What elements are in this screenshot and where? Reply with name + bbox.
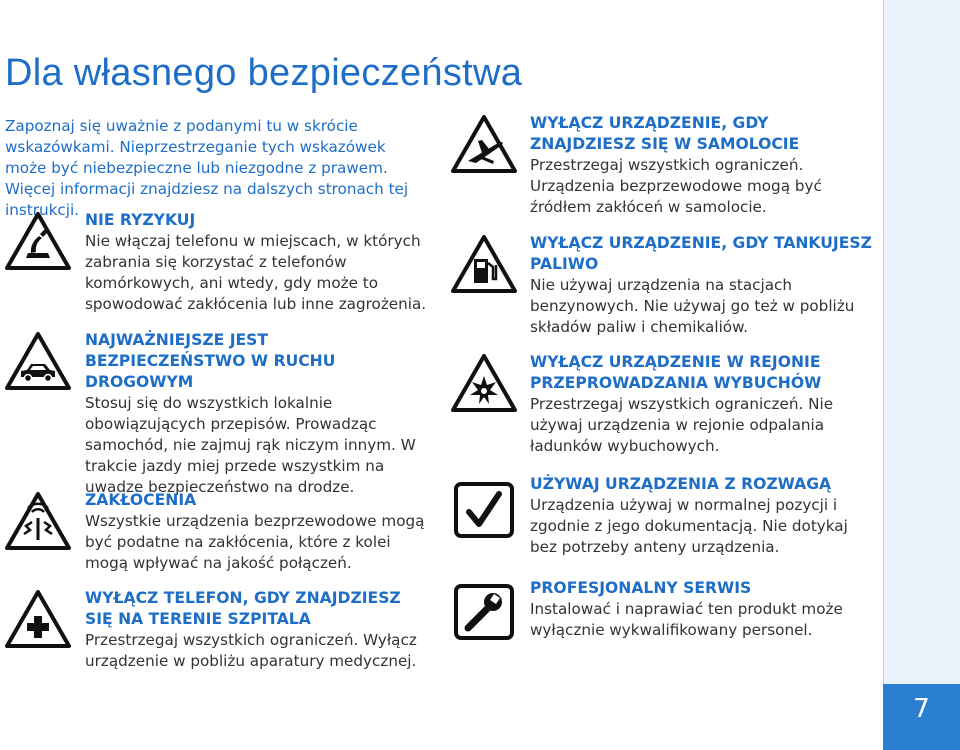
item-body: Nie używaj urządzenia na stacjach benzynowych. Nie używaj go też w pobliżu składów paliw i chemikaliów. (530, 276, 855, 336)
intro-text: Zapoznaj się uważnie z podanymi tu w skrócie wskazówkami. Nieprzestrzeganie tych wskazówek może być niebezpieczne lub niezgodne z prawem. Więcej informacji znajdziesz na dalszych stronach tej instrukcji. (5, 117, 409, 219)
road-safety-car-icon (4, 330, 72, 396)
item-heading: WYŁĄCZ TELEFON, GDY ZNAJDZIESZ SIĘ NA TERENIE SZPITALA (85, 589, 401, 628)
item-body: Przestrzegaj wszystkich ograniczeń. Urządzenia bezprzewodowe mogą być źródłem zakłóceń w samolocie. (530, 156, 822, 216)
item-heading: PROFESJONALNY SERWIS (530, 579, 752, 597)
hospital-cross-icon (4, 588, 72, 654)
explosion-icon (450, 352, 518, 418)
page-number: 7 (913, 694, 930, 724)
page-sidebar (883, 0, 960, 750)
checkmark-icon (454, 482, 514, 542)
item-heading: WYŁĄCZ URZĄDZENIE W REJONIE PRZEPROWADZANIA WYBUCHÓW (530, 353, 822, 392)
item-body: Instalować i naprawiać ten produkt może wyłącznie wykwalifikowany personel. (530, 600, 843, 639)
interference-antenna-icon (4, 490, 72, 556)
item-heading: WYŁĄCZ URZĄDZENIE, GDY ZNAJDZIESZ SIĘ W SAMOLOCIE (530, 114, 800, 153)
sidebar-divider (883, 0, 884, 700)
item-heading: UŻYWAJ URZĄDZENIA Z ROZWAGĄ (530, 475, 832, 493)
item-body: Przestrzegaj wszystkich ograniczeń. Wyłącz urządzenie w pobliżu aparatury medycznej. (85, 631, 417, 670)
wrench-icon (454, 584, 514, 644)
fuel-pump-icon (450, 233, 518, 299)
item-body: Przestrzegaj wszystkich ograniczeń. Nie używaj urządzenia w rejonie odpalania ładunków wybuchowych. (530, 395, 834, 455)
item-body: Nie włączaj telefonu w miejscach, w których zabrania się korzystać z telefonów komórkowych, ani wtedy, gdy może to spowodować zakłócenia lub inne zagrożenia. (85, 232, 427, 313)
item-heading: WYŁĄCZ URZĄDZENIE, GDY TANKUJESZ PALIWO (530, 234, 872, 273)
no-switch-on-icon (4, 210, 72, 276)
item-body: Urządzenia używaj w normalnej pozycji i zgodnie z jego dokumentacją. Nie dotykaj bez potrzeby anteny urządzenia. (530, 496, 848, 556)
item-body: Stosuj się do wszystkich lokalnie obowiązujących przepisów. Prowadząc samochód, nie zajmuj rąk niczym innym. W trakcie jazdy miej przede wszystkim na uwadze bezpieczeństwo na drodze. (85, 394, 416, 496)
aircraft-icon (450, 113, 518, 179)
item-body: Wszystkie urządzenia bezprzewodowe mogą być podatne na zakłócenia, które z kolei mogą wpływać na jakość połączeń. (85, 512, 425, 572)
item-heading: NAJWAŻNIEJSZE JEST BEZPIECZEŃSTWO W RUCHU DROGOWYM (85, 331, 336, 391)
page-title: Dla własnego bezpieczeństwa (5, 52, 523, 94)
item-heading: NIE RYZYKUJ (85, 211, 196, 229)
item-heading: ZAKŁÓCENIA (85, 491, 197, 509)
